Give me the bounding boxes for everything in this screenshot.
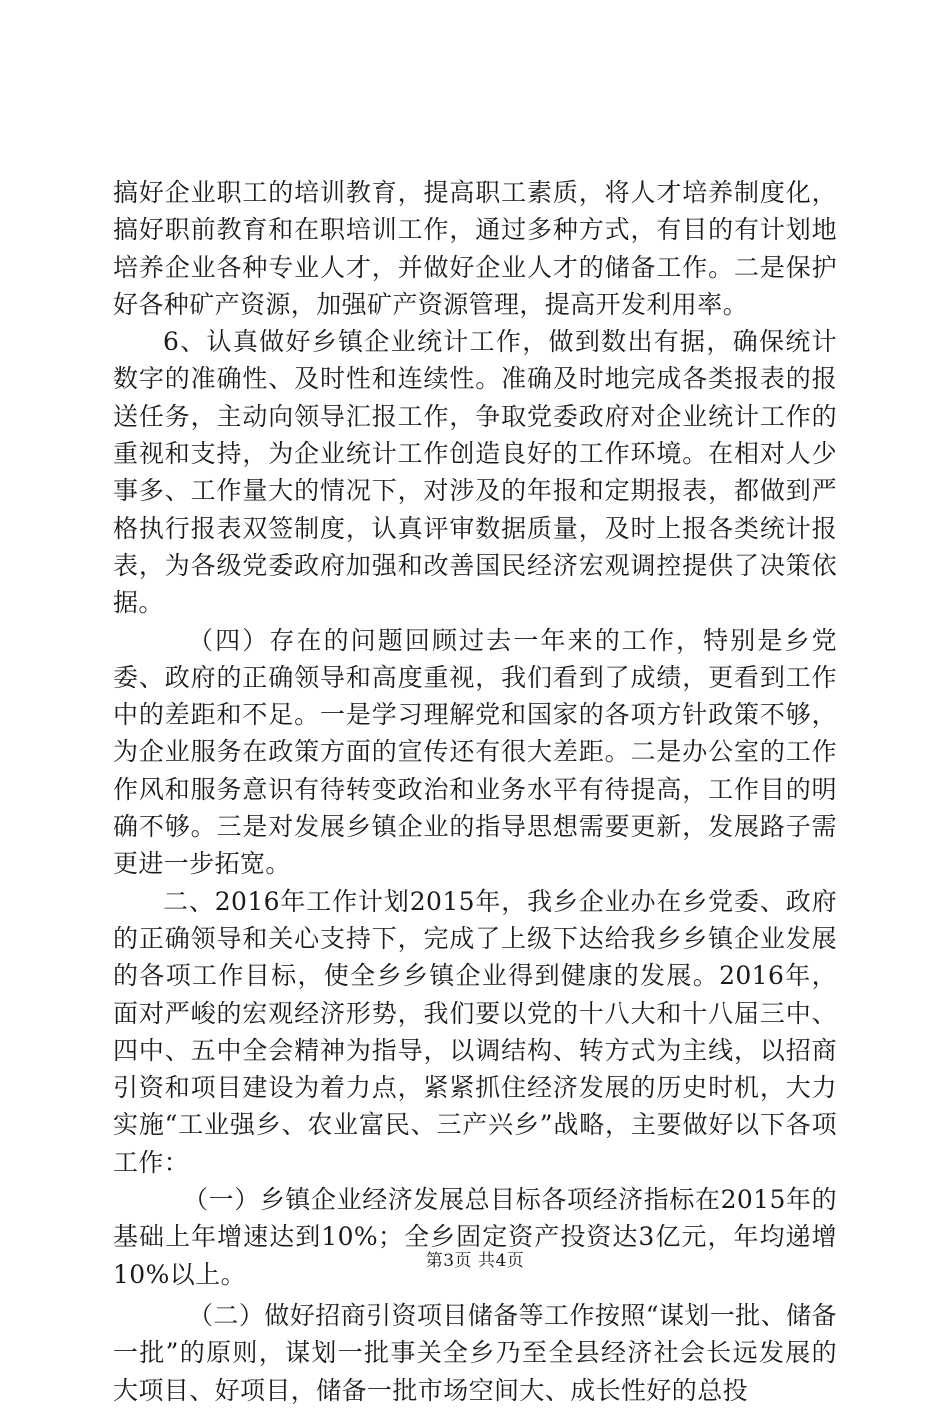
- paragraph-6: （二）做好招商引资项目储备等工作按照“谋划一批、储备一批”的原则，谋划一批事关全乡乃至全县经济社会长远发展的大项目、好项目，储备一批市场空间大、成长性好的总投: [113, 1300, 837, 1405]
- paragraph-5: （一）乡镇企业经济发展总目标各项经济指标在2015年的基础上年增速达到10%；全乡固定资产投资达3亿元，年均递增10%以上。: [113, 1185, 837, 1289]
- page-number-footer: 第3页 共4页: [425, 1251, 525, 1271]
- paragraph-3: （四）存在的问题回顾过去一年来的工作，特别是乡党委、政府的正确领导和高度重视，我们看到了成绩，更看到工作中的差距和不足。一是学习理解党和国家的各项方针政策不够，为企业服务在政策方面的宣传还有很大差距。二是办公室的工作作风和服务意识有待转变政治和业务水平有待提高，工作目的明确不够。三是对发展乡镇企业的指导思想需要更新，发展路子需更进一步拓宽。: [113, 625, 837, 879]
- document-body: [113, 174, 837, 1409]
- paragraph-1: 搞好企业职工的培训教育，提高职工素质，将人才培养制度化，搞好职前教育和在职培训工作，通过多种方式，有目的有计划地培养企业各种专业人才，并做好企业人才的储备工作。二是保护好各种矿产资源，加强矿产资源管理，提高开发利用率。: [113, 178, 837, 319]
- paragraph-2: 6、认真做好乡镇企业统计工作，做到数出有据，确保统计数字的准确性、及时性和连续性。准确及时地完成各类报表的报送任务，主动向领导汇报工作，争取党委政府对企业统计工作的重视和支持，为企业统计工作创造良好的工作环境。在相对人少事多、工作量大的情况下，对涉及的年报和定期报表，都做到严格执行报表双签制度，认真评审数据质量，及时上报各类统计报表，为各级党委政府加强和改善国民经济宏观调控提供了决策依据。: [113, 327, 837, 618]
- paragraph-4: 二、2016年工作计划2015年，我乡企业办在乡党委、政府的正确领导和关心支持下，完成了上级下达给我乡乡镇企业发展的各项工作目标，使全乡乡镇企业得到健康的发展。2016年，面对严峻的宏观经济形势，我们要以党的十八大和十八届三中、四中、五中全会精神为指导，以调结构、转方式为主线，以招商引资和项目建设为着力点，紧紧抓住经济发展的历史时机，大力实施“工业强乡、农业富民、三产兴乡”战略，主要做好以下各项工作：: [113, 886, 837, 1177]
